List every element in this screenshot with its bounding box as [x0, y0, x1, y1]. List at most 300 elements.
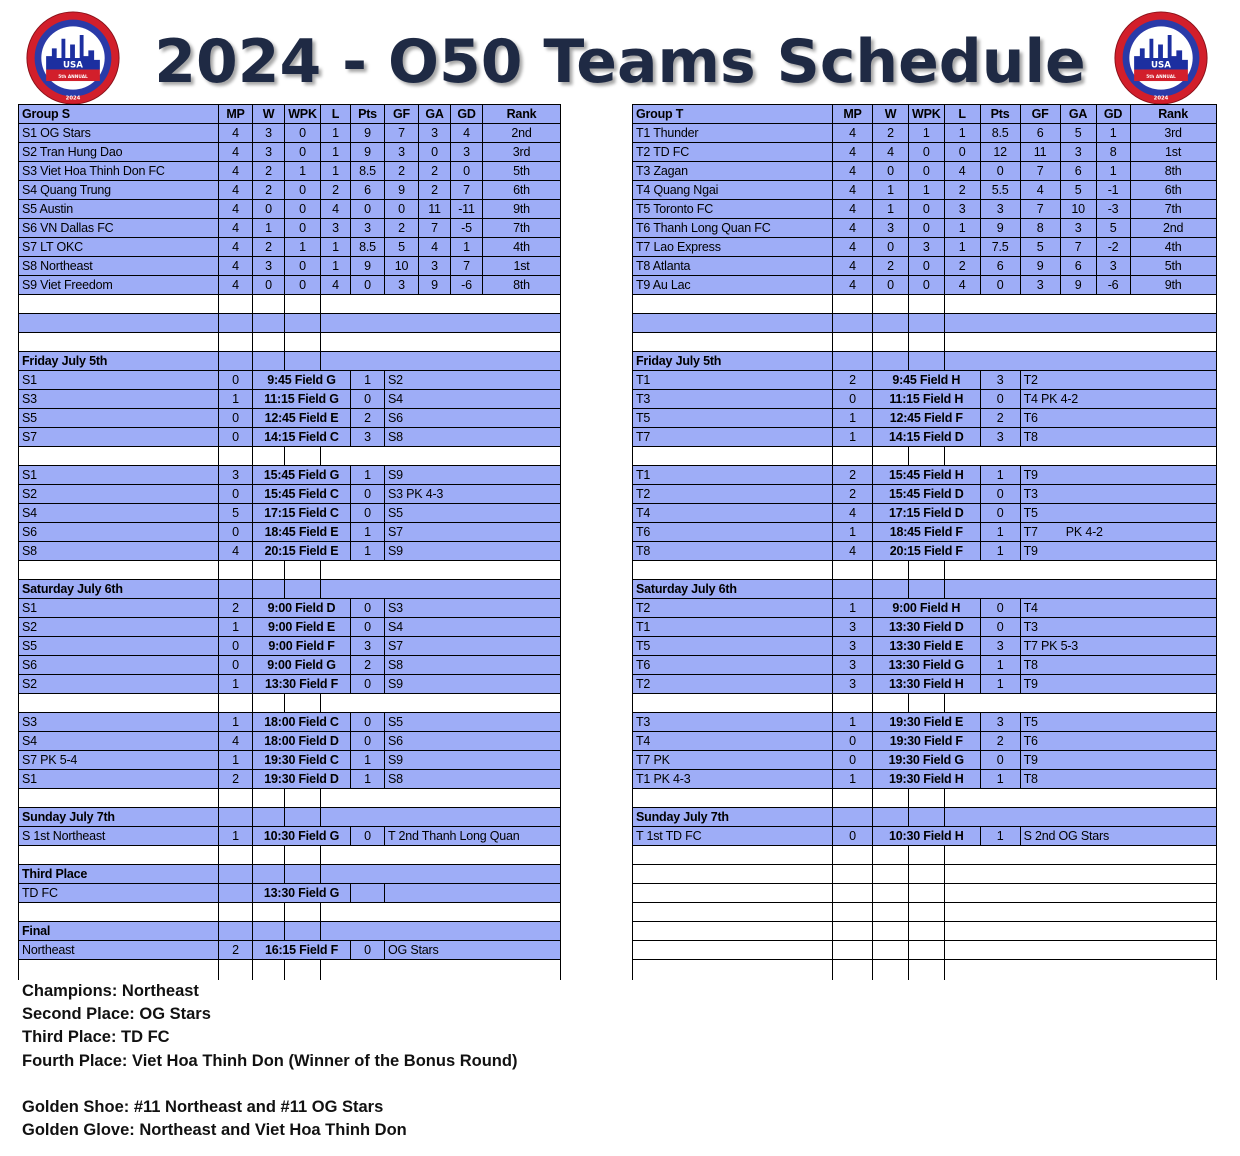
svg-text:5th ANNUAL: 5th ANNUAL [58, 75, 88, 81]
column-header: W [253, 105, 285, 124]
empty-cell [285, 960, 321, 980]
stat-cell: 5th [1130, 257, 1216, 276]
empty-cell [873, 922, 909, 941]
logo-badge-icon [1110, 10, 1212, 106]
stat-cell: 3 [253, 143, 285, 162]
match-row [633, 485, 1217, 504]
away-team-cell [1020, 504, 1216, 523]
away-team-name: T8 [1023, 657, 1038, 672]
away-score-cell: 0 [351, 390, 385, 409]
stat-cell: 1 [321, 162, 351, 181]
stat-cell: 0 [419, 143, 451, 162]
standings-row [19, 276, 561, 295]
empty-cell [944, 846, 1216, 865]
empty-cell [253, 865, 285, 884]
kickoff-field-cell: 11:15 Field G [253, 390, 351, 409]
home-team-cell: T2 [633, 485, 833, 504]
stat-cell: 7 [1020, 200, 1060, 219]
stat-cell: 3 [980, 200, 1020, 219]
spacer-row [633, 694, 1217, 713]
away-team-cell [1020, 713, 1216, 732]
standings-row [19, 200, 561, 219]
section-label: Friday July 5th [633, 352, 833, 371]
home-score-cell [219, 884, 253, 903]
away-team-name: T8 [1023, 429, 1038, 444]
match-row [633, 409, 1217, 428]
stat-cell: 4 [219, 238, 253, 257]
empty-cell [253, 846, 285, 865]
away-team-cell [385, 542, 561, 561]
team-name-cell: S4 Quang Trung [19, 181, 219, 200]
svg-text:2024: 2024 [65, 95, 81, 102]
empty-cell [321, 789, 561, 808]
empty-cell [633, 447, 833, 466]
spacer-row [633, 865, 1217, 884]
kickoff-field-cell: 15:45 Field H [873, 466, 981, 485]
column-header: MP [219, 105, 253, 124]
column-header: L [944, 105, 980, 124]
empty-cell [633, 846, 833, 865]
home-team-cell: S5 [19, 409, 219, 428]
empty-cell [833, 295, 873, 314]
empty-cell [633, 314, 833, 333]
stat-cell: 3 [1096, 257, 1130, 276]
empty-cell [253, 808, 285, 827]
stat-cell: 3 [419, 257, 451, 276]
stat-cell: 9th [1130, 276, 1216, 295]
stat-cell: 4 [219, 162, 253, 181]
stat-cell: 4th [483, 238, 561, 257]
stat-cell: 0 [351, 200, 385, 219]
empty-cell [19, 314, 219, 333]
empty-cell [219, 694, 253, 713]
home-score-cell: 2 [219, 941, 253, 960]
empty-cell [873, 352, 909, 371]
empty-cell [219, 789, 253, 808]
away-team-name: S4 [388, 619, 403, 634]
stat-cell: 6 [351, 181, 385, 200]
away-team-cell [385, 675, 561, 694]
team-name-cell: T4 Quang Ngai [633, 181, 833, 200]
away-team-name: T 2nd Thanh Long Quan [388, 828, 520, 843]
stat-cell: 0 [909, 200, 945, 219]
stat-cell: 0 [451, 162, 483, 181]
away-team-cell [1020, 827, 1216, 846]
schedule-section-row [633, 808, 1217, 827]
away-team-name: T6 [1023, 733, 1038, 748]
match-row [19, 428, 561, 447]
spacer-row [19, 789, 561, 808]
empty-cell [219, 561, 253, 580]
stat-cell: 2 [253, 238, 285, 257]
empty-cell [321, 903, 561, 922]
stat-cell: 12 [980, 143, 1020, 162]
column-header: Rank [483, 105, 561, 124]
stat-cell: 4 [321, 276, 351, 295]
empty-cell [633, 333, 833, 352]
empty-cell [253, 922, 285, 941]
stat-cell: 2 [253, 162, 285, 181]
stat-cell: 7 [385, 124, 419, 143]
away-team-name: S9 [388, 543, 403, 558]
empty-cell [909, 580, 945, 599]
away-team-cell [385, 941, 561, 960]
team-name-cell: S1 OG Stars [19, 124, 219, 143]
kickoff-field-cell: 14:15 Field C [253, 428, 351, 447]
stat-cell: 4 [833, 143, 873, 162]
empty-cell [833, 941, 873, 960]
stat-cell: 2nd [483, 124, 561, 143]
stat-cell: 2 [385, 162, 419, 181]
spacer-row [633, 561, 1217, 580]
stat-cell: 9 [980, 219, 1020, 238]
kickoff-field-cell: 13:30 Field H [873, 675, 981, 694]
column-header: Group S [19, 105, 219, 124]
kickoff-field-cell: 10:30 Field G [253, 827, 351, 846]
stat-cell: 1 [944, 238, 980, 257]
stat-cell: 5 [385, 238, 419, 257]
home-team-cell: T3 [633, 713, 833, 732]
stat-cell: 8.5 [980, 124, 1020, 143]
empty-cell [19, 846, 219, 865]
home-score-cell: 2 [833, 485, 873, 504]
home-team-cell: S4 [19, 504, 219, 523]
section-label: Saturday July 6th [19, 580, 219, 599]
stat-cell: 0 [253, 200, 285, 219]
away-score-cell: 1 [980, 523, 1020, 542]
column-header: GA [1060, 105, 1096, 124]
stat-cell: 0 [909, 257, 945, 276]
match-row [633, 827, 1217, 846]
match-row [633, 618, 1217, 637]
match-row [633, 637, 1217, 656]
empty-cell [219, 295, 253, 314]
fourth-place-text: Fourth Place: Viet Hoa Thinh Don (Winner of the Bonus Round) [22, 1051, 518, 1070]
home-score-cell: 3 [833, 618, 873, 637]
stat-cell: 2 [944, 181, 980, 200]
away-team-name: S4 [388, 391, 403, 406]
stat-cell: 4 [833, 162, 873, 181]
spacer-row [633, 941, 1217, 960]
away-team-name: OG Stars [388, 942, 439, 957]
empty-cell [944, 903, 1216, 922]
stat-cell: 9 [351, 257, 385, 276]
standings-row [19, 219, 561, 238]
match-row [633, 732, 1217, 751]
kickoff-field-cell: 13:30 Field D [873, 618, 981, 637]
match-row [633, 770, 1217, 789]
column-header: GD [451, 105, 483, 124]
home-team-cell: T1 PK 4-3 [633, 770, 833, 789]
tournament-logo-right [1110, 10, 1212, 106]
stat-cell: 1 [1096, 162, 1130, 181]
stat-cell: 0 [285, 257, 321, 276]
away-team-cell [385, 428, 561, 447]
empty-cell [909, 884, 945, 903]
away-team-name: S3 [388, 600, 403, 615]
column-header: Pts [351, 105, 385, 124]
empty-cell [19, 561, 219, 580]
kickoff-field-cell: 12:45 Field E [253, 409, 351, 428]
spacer-row [19, 314, 561, 333]
away-score-cell: 0 [351, 618, 385, 637]
stat-cell: 5th [483, 162, 561, 181]
home-score-cell: 4 [219, 732, 253, 751]
stat-cell: 5 [1060, 124, 1096, 143]
stat-cell: -11 [451, 200, 483, 219]
empty-cell [321, 694, 561, 713]
away-score-cell: 1 [351, 523, 385, 542]
empty-cell [253, 789, 285, 808]
away-score-cell: 3 [980, 428, 1020, 447]
away-score-cell: 0 [980, 504, 1020, 523]
home-score-cell: 0 [219, 485, 253, 504]
empty-cell [873, 903, 909, 922]
empty-cell [285, 314, 321, 333]
empty-cell [873, 694, 909, 713]
stat-cell: 4 [419, 238, 451, 257]
match-row [633, 504, 1217, 523]
stat-cell: 7 [1020, 162, 1060, 181]
empty-cell [219, 922, 253, 941]
column-header: Group T [633, 105, 833, 124]
section-label: Friday July 5th [19, 352, 219, 371]
summary-spacer [22, 1073, 517, 1096]
section-label: Final [19, 922, 219, 941]
stat-cell: -6 [451, 276, 483, 295]
away-team-name: T3 [1023, 486, 1038, 501]
stat-cell: 0 [285, 124, 321, 143]
column-header: Pts [980, 105, 1020, 124]
standings-row [19, 181, 561, 200]
match-row [19, 637, 561, 656]
stat-cell: 4 [1020, 181, 1060, 200]
empty-cell [19, 333, 219, 352]
column-header: WPK [285, 105, 321, 124]
away-team-name: S5 [388, 505, 403, 520]
away-team-cell [385, 504, 561, 523]
match-row [633, 371, 1217, 390]
home-team-cell: S5 [19, 637, 219, 656]
away-team-name: S7 [388, 638, 403, 653]
match-row [633, 428, 1217, 447]
empty-cell [219, 865, 253, 884]
home-score-cell: 1 [219, 827, 253, 846]
empty-cell [944, 333, 1216, 352]
golden-shoe-text: Golden Shoe: #11 Northeast and #11 OG Stars [22, 1097, 384, 1116]
empty-cell [253, 694, 285, 713]
away-team-name: S6 [388, 410, 403, 425]
stat-cell: 8th [483, 276, 561, 295]
stat-cell: 4 [944, 162, 980, 181]
schedule-section-row [633, 580, 1217, 599]
empty-cell [285, 447, 321, 466]
svg-text:USA: USA [63, 60, 83, 71]
spacer-row [633, 846, 1217, 865]
home-score-cell: 1 [833, 770, 873, 789]
empty-cell [285, 846, 321, 865]
away-team-name: T2 [1023, 372, 1038, 387]
stat-cell: 0 [980, 276, 1020, 295]
away-score-cell: 2 [351, 656, 385, 675]
stat-cell: 5 [1020, 238, 1060, 257]
stat-cell: 3 [944, 200, 980, 219]
home-score-cell: 2 [833, 371, 873, 390]
away-team-cell [1020, 637, 1216, 656]
match-row [19, 599, 561, 618]
empty-cell [219, 808, 253, 827]
away-team-name: T6 [1023, 410, 1038, 425]
away-score-cell: 0 [351, 504, 385, 523]
empty-cell [19, 694, 219, 713]
empty-cell [873, 333, 909, 352]
stat-cell: 1 [873, 200, 909, 219]
stat-cell: 3rd [1130, 124, 1216, 143]
empty-cell [873, 846, 909, 865]
match-row [19, 542, 561, 561]
empty-cell [285, 561, 321, 580]
kickoff-field-cell: 9:45 Field G [253, 371, 351, 390]
match-note: PK 4-2 [1065, 524, 1103, 539]
home-team-cell: T6 [633, 523, 833, 542]
column-header: WPK [909, 105, 945, 124]
stat-cell: 4 [833, 124, 873, 143]
empty-cell [285, 922, 321, 941]
empty-cell [321, 333, 561, 352]
stat-cell: 3 [873, 219, 909, 238]
empty-cell [909, 561, 945, 580]
home-score-cell: 1 [219, 751, 253, 770]
empty-cell [873, 960, 909, 980]
stat-cell: 0 [285, 219, 321, 238]
away-team-cell [385, 637, 561, 656]
home-team-cell: T2 [633, 599, 833, 618]
empty-cell [873, 314, 909, 333]
stat-cell: 5 [1096, 219, 1130, 238]
spacer-row [633, 295, 1217, 314]
away-team-cell [385, 466, 561, 485]
stat-cell: 7 [451, 181, 483, 200]
stat-cell: 4 [833, 238, 873, 257]
empty-cell [253, 447, 285, 466]
empty-cell [219, 580, 253, 599]
empty-cell [909, 314, 945, 333]
away-score-cell: 0 [980, 485, 1020, 504]
home-team-cell: T1 [633, 618, 833, 637]
empty-cell [19, 903, 219, 922]
kickoff-field-cell: 14:15 Field D [873, 428, 981, 447]
spacer-row [633, 960, 1217, 980]
home-score-cell: 3 [833, 675, 873, 694]
empty-cell [19, 789, 219, 808]
empty-cell [219, 846, 253, 865]
away-team-name: T5 [1023, 714, 1038, 729]
standings-header-row [19, 105, 561, 124]
stat-cell: -2 [1096, 238, 1130, 257]
stat-cell: 3 [351, 219, 385, 238]
stat-cell: 1st [1130, 143, 1216, 162]
standings-row [633, 238, 1217, 257]
home-team-cell: T3 [633, 390, 833, 409]
column-header: GA [419, 105, 451, 124]
away-score-cell: 3 [980, 371, 1020, 390]
stat-cell: 1 [873, 181, 909, 200]
empty-cell [633, 561, 833, 580]
away-team-cell [1020, 656, 1216, 675]
away-team-name: T7 [1023, 524, 1038, 539]
away-score-cell: 3 [351, 637, 385, 656]
kickoff-field-cell: 20:15 Field E [253, 542, 351, 561]
away-team-name: S8 [388, 429, 403, 444]
empty-cell [944, 865, 1216, 884]
kickoff-field-cell: 13:30 Field G [253, 884, 351, 903]
stat-cell: 4 [321, 200, 351, 219]
third-place-text: Third Place: TD FC [22, 1028, 170, 1047]
home-score-cell: 0 [219, 428, 253, 447]
away-team-cell [1020, 466, 1216, 485]
kickoff-field-cell: 15:45 Field G [253, 466, 351, 485]
stat-cell: 2 [385, 219, 419, 238]
stat-cell: 2 [873, 124, 909, 143]
away-team-name: S5 [388, 714, 403, 729]
empty-cell [944, 314, 1216, 333]
team-name-cell: S7 LT OKC [19, 238, 219, 257]
stat-cell: 4 [833, 181, 873, 200]
away-team-name: T9 [1023, 752, 1038, 767]
group-s-table [18, 104, 561, 980]
stat-cell: 0 [385, 200, 419, 219]
away-score-cell: 0 [980, 751, 1020, 770]
stat-cell: 6 [1060, 162, 1096, 181]
stat-cell: 9 [419, 276, 451, 295]
away-score-cell: 0 [351, 485, 385, 504]
match-row [19, 713, 561, 732]
away-team-name: T4 PK 4-2 [1023, 391, 1079, 406]
standings-row [19, 124, 561, 143]
away-team-cell [385, 409, 561, 428]
kickoff-field-cell: 9:00 Field F [253, 637, 351, 656]
empty-cell [833, 789, 873, 808]
kickoff-field-cell: 15:45 Field C [253, 485, 351, 504]
home-score-cell: 0 [833, 827, 873, 846]
away-score-cell: 0 [980, 599, 1020, 618]
away-score-cell: 3 [351, 428, 385, 447]
stat-cell: 9 [385, 181, 419, 200]
stat-cell: 10 [1060, 200, 1096, 219]
away-team-cell [385, 485, 561, 504]
empty-cell [909, 295, 945, 314]
stat-cell: 7 [451, 257, 483, 276]
kickoff-field-cell: 16:15 Field F [253, 941, 351, 960]
schedule-section-row [19, 352, 561, 371]
home-team-cell: S7 PK 5-4 [19, 751, 219, 770]
home-score-cell: 2 [219, 599, 253, 618]
stat-cell: 3 [385, 276, 419, 295]
match-row [633, 599, 1217, 618]
standings-row [633, 143, 1217, 162]
match-row [19, 751, 561, 770]
match-row [19, 390, 561, 409]
empty-cell [285, 808, 321, 827]
empty-cell [944, 808, 1216, 827]
empty-cell [285, 865, 321, 884]
stat-cell: 4 [219, 219, 253, 238]
empty-cell [253, 903, 285, 922]
away-team-cell [1020, 732, 1216, 751]
away-score-cell: 1 [351, 542, 385, 561]
standings-row [19, 238, 561, 257]
away-score-cell: 0 [351, 827, 385, 846]
